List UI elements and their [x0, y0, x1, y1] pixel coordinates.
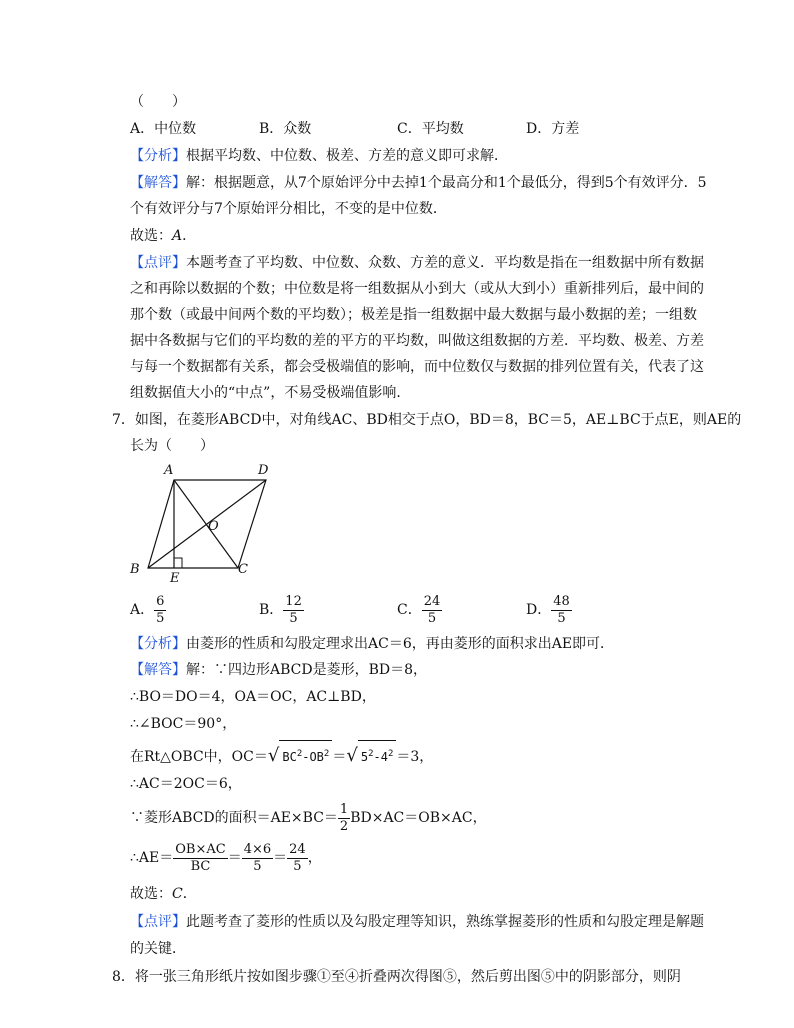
fraction-3	[287, 842, 308, 875]
comment-line-1	[130, 253, 704, 273]
option-letter: D．	[526, 602, 552, 618]
text: ∴AE＝	[130, 850, 174, 866]
q7-analysis-line	[130, 634, 614, 654]
answer-prefix: 故选：	[130, 228, 172, 244]
label-a: A	[164, 463, 174, 478]
comment-tag: 【点评】	[130, 914, 186, 930]
question-8-stem	[112, 967, 681, 987]
radical-sign: √	[267, 745, 280, 766]
q7-solution-line-3: ∴∠BOC＝90°，	[130, 716, 237, 732]
answer-value: C	[172, 886, 183, 902]
equals: ＝	[227, 850, 242, 866]
q7-option-d	[526, 592, 572, 628]
text: 在Rt△OBC中，OC＝	[130, 749, 268, 765]
option-letter: C．	[397, 602, 422, 618]
analysis-text: 根据平均数、中位数、极差、方差的意义即可求解．	[186, 148, 508, 164]
analysis-tag: 【分析】	[130, 148, 186, 164]
q7-solution-line-6	[130, 800, 487, 836]
option-letter: A．	[130, 602, 155, 618]
answer-prefix: 故选：	[130, 886, 172, 902]
numerator: 48	[553, 593, 570, 609]
comment-text: 此题考查了菱形的性质以及勾股定理等知识，熟练掌握菱形的性质和勾股定理是解题	[186, 914, 704, 930]
fraction-half	[338, 802, 350, 835]
right-angle-mark	[174, 558, 182, 568]
comment-line-3: 那个数（或最中间两个数的平均数）；极差是指一组数据中最大数据与最小数据的差；一组数	[130, 307, 697, 323]
option-c: C．平均数	[397, 121, 464, 137]
exponent: 2	[387, 749, 394, 759]
denominator: 5	[156, 610, 165, 626]
label-e: E	[170, 571, 180, 586]
solution-line-2: 个有效评分与7个原始评分相比，不变的是中位数．	[130, 201, 447, 217]
solution-text: 解：根据题意，从7个原始评分中去掉1个最高分和1个最低分，得到5个有效评分．5	[186, 175, 707, 191]
answer-line	[130, 226, 196, 246]
option-fraction	[154, 594, 166, 627]
question-text: 如图，在菱形ABCD中，对角线AC、BD相交于点O，BD＝8，BC＝5，AE⊥BC于点E，则AE的	[134, 412, 742, 428]
analysis-text: 由菱形的性质和勾股定理求出AC＝6，再由菱形的面积求出AE即可．	[186, 636, 615, 652]
exponent: 2	[323, 749, 330, 759]
denominator: BC	[190, 858, 211, 874]
solution-text: 解：∵四边形ABCD是菱形，BD＝8，	[186, 662, 428, 678]
label-c: C	[238, 562, 248, 577]
comment-line-2: 之和再除以数据的个数；中位数是将一组数据从小到大（或从大到小）重新排列后，最中间的	[130, 281, 704, 297]
q7-comment-line-2: 的关键．	[130, 941, 186, 957]
term: -4	[373, 750, 388, 764]
option-fraction	[422, 594, 443, 627]
numerator: OB×AC	[175, 841, 226, 857]
comment-tag: 【点评】	[130, 255, 186, 271]
option-a: A．中位数	[130, 121, 197, 137]
question-number: 7．	[112, 412, 135, 428]
term: 5	[360, 750, 369, 764]
q7-solution-line-7	[130, 840, 322, 876]
denominator: 5	[293, 858, 302, 874]
numerator: 24	[289, 841, 306, 857]
question-text: 将一张三角形纸片按如图步骤①至④折叠两次得图⑤，然后剪出图⑤中的阴影部分，则阴	[134, 969, 681, 985]
option-fraction	[283, 594, 304, 627]
comment-line-5: 与每一个数据都有关系，都会受极端值的影响，而中位数仅与数据的排列位置有关，代表了这	[130, 359, 704, 375]
text: ∵菱形ABCD的面积＝AE×BC＝	[130, 810, 338, 826]
term: BC	[282, 750, 297, 764]
comment-text: 本题考查了平均数、中位数、众数、方差的意义．平均数是指在一组数据中所有数据	[186, 255, 704, 271]
q7-solution-line-5: ∴AC＝2OC＝6，	[130, 776, 242, 792]
option-d: D．方差	[526, 121, 580, 137]
denominator: 5	[289, 610, 298, 626]
numerator: 12	[285, 593, 302, 609]
numerator: 4×6	[243, 841, 272, 857]
q7-option-b	[259, 592, 304, 628]
analysis-line	[130, 146, 508, 166]
numerator: 1	[339, 801, 349, 817]
solution-line-1	[130, 173, 707, 193]
label-d: D	[258, 463, 269, 478]
q7-option-a	[130, 592, 166, 628]
answer-suffix: ．	[182, 886, 197, 902]
fraction-1	[173, 842, 227, 875]
q7-solution-line-4	[130, 740, 433, 770]
diagonal-bd	[148, 480, 266, 568]
denominator: 5	[557, 610, 566, 626]
denominator: 5	[427, 610, 437, 626]
option-letter: B．	[259, 602, 284, 618]
solution-tag: 【解答】	[130, 662, 186, 678]
radical-sign: √	[346, 745, 358, 766]
question-7-stem	[112, 410, 741, 430]
comment-line-4: 据中各数据与它们的平均数的差的平方的平均数，叫做这组数据的方差．平均数、极差、方差	[130, 333, 704, 349]
analysis-tag: 【分析】	[130, 636, 186, 652]
q7-answer-line	[130, 884, 197, 904]
q7-solution-line-1	[130, 660, 427, 680]
text: BD×AC＝OB×AC，	[350, 810, 487, 826]
text: ＝3，	[396, 749, 434, 765]
label-b: B	[130, 562, 140, 577]
exponent: 2	[368, 749, 374, 759]
option-b: B．众数	[259, 121, 312, 137]
q7-solution-line-2: ∴BO＝DO＝4，OA＝OC，AC⊥BD，	[130, 689, 376, 705]
exponent: 2	[296, 749, 303, 759]
answer-value: A	[172, 228, 183, 244]
equals: ＝	[332, 749, 347, 765]
equals: ＝	[273, 850, 288, 866]
answer-suffix: ．	[182, 228, 197, 244]
radicand-2	[358, 740, 397, 770]
comment-line-6: 组数据值大小的“中点”，不易受极端值影响．	[130, 385, 411, 401]
radicand-1	[279, 740, 332, 770]
label-o: O	[208, 519, 219, 534]
term: -OB	[302, 750, 324, 764]
option-fraction	[551, 594, 572, 627]
q7-comment-line-1	[130, 912, 704, 932]
numerator: 6	[156, 593, 165, 609]
text: ，	[307, 850, 322, 866]
fraction-2	[242, 842, 273, 875]
q7-option-c	[397, 592, 442, 628]
solution-tag: 【解答】	[130, 175, 186, 191]
blank-parentheses: （ ）	[130, 94, 186, 110]
rhombus-figure	[120, 458, 290, 586]
numerator: 24	[423, 593, 441, 609]
question-number: 8．	[112, 969, 135, 985]
question-7-stem-2: 长为（ ）	[130, 438, 214, 454]
denominator: 2	[339, 818, 349, 834]
denominator: 5	[253, 858, 262, 874]
